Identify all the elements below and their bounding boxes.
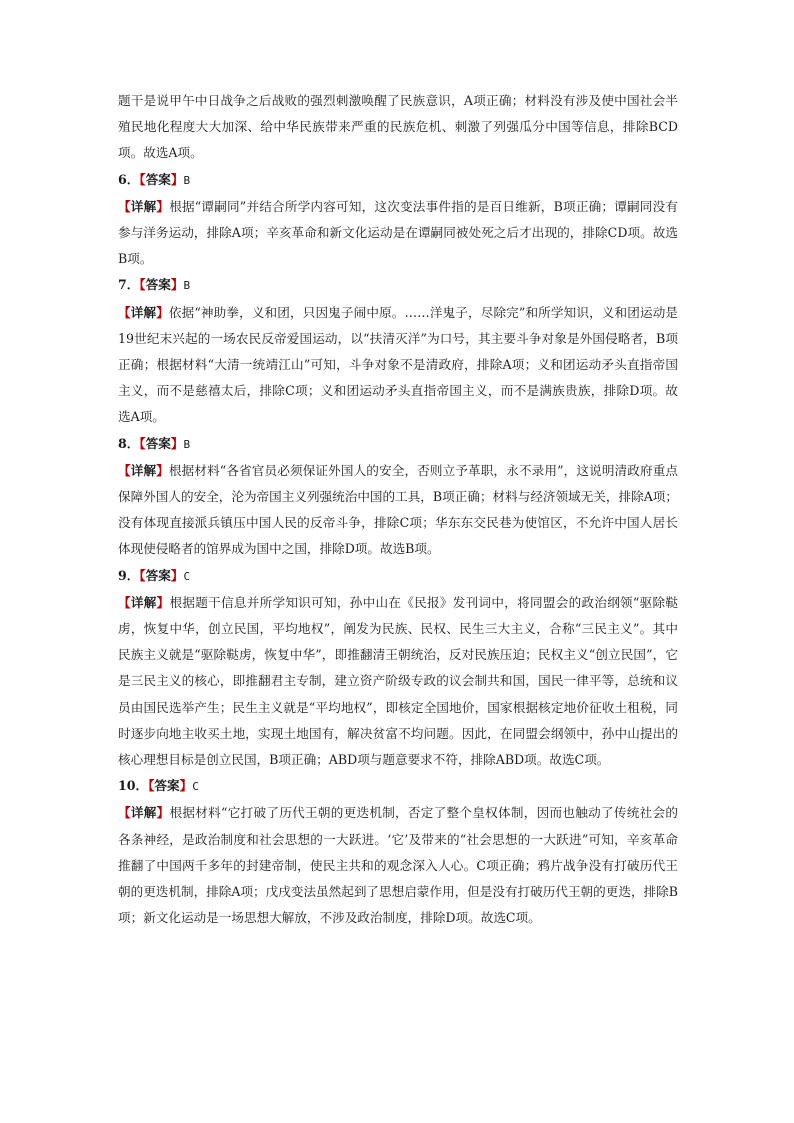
answer-line-10 [118,773,678,800]
open-bracket: 【 [139,171,146,187]
close-bracket: 】 [170,277,184,293]
close-bracket: 】 [156,304,169,320]
open-bracket: 【 [148,778,155,794]
open-bracket: 【 [118,594,131,610]
close-bracket: 】 [170,171,184,187]
detail-text: 依据“神助拳，义和团，只因鬼子闹中原。……洋鬼子，尽除完”和所学知识，义和团运动是19世纪末兴起的一场农民反帝爱国运动，以“扶清灭洋”为口号，其主要斗争对象是外国侵略者，B项正确；根据材料“大清一统靖江山”可知，斗争对象不是清政府，排除A项；义和团运动矛头直指帝国主义，而不是慈禧太后，排除C项；义和团运动矛头直指帝国主义，而不是满族贵族，排除D项。故选A项。 [118,304,679,425]
detail-paragraph-6 [118,194,678,273]
open-bracket: 【 [118,462,131,478]
close-bracket: 】 [170,567,184,583]
question-number: 7． [118,277,140,293]
open-bracket: 【 [139,567,146,583]
open-bracket: 【 [118,805,131,821]
detail-tag: 详解 [130,198,157,214]
question-number: 10． [118,778,149,794]
answer-tag: 答案 [154,778,180,794]
answer-line-7 [118,272,678,299]
close-bracket: 】 [179,778,193,794]
detail-paragraph-8 [118,458,678,563]
detail-text: 根据题干信息并所学知识可知，孙中山在《民报》发刊词中，将同盟会的政治纲领“驱除鞑虏，恢复中华，创立民国，平均地权”，阐发为民族、民权、民生三大主义，合称“三民主义”。其中民族主义就是“驱除鞑虏，恢复中华”，即推翻清王朝统治，反对民族压迫；民权主义“创立民国”，它是三民主义的核心，即推翻君主专制，建立资产阶级专政的议会制共和国，国民一律平等，总统和议员由国民选举产生；民生主义就是“平均地权”，即核定全国地价，国家根据核定地价征收土租税，同时逐步向地主收买土地，实现土地国有，解决贫富不均问题。因此，在同盟会纲领中，孙中山提出的核心理想目标是创立民国，B项正确；ABD项与题意要求不符，排除ABD项。故选C项。 [118,594,678,768]
answer-value: B [183,173,191,187]
intro-paragraph: 题干是说甲午中日战争之后战败的强烈刺激唤醒了民族意识，A项正确；材料没有涉及使中国社会半殖民地化程度大大加深、给中华民族带来严重的民族危机、刺激了列强瓜分中国等信息，排除BCD项。故选A项。 [118,93,678,161]
answer-tag: 答案 [145,435,171,451]
answer-line-8 [118,431,678,458]
open-bracket: 【 [118,304,131,320]
question-number: 9． [118,567,140,583]
open-bracket: 【 [139,435,146,451]
answer-tag: 答案 [145,171,171,187]
detail-paragraph-7 [118,300,678,431]
close-bracket: 】 [156,198,170,214]
close-bracket: 】 [170,435,184,451]
answer-line-6 [118,167,678,194]
answer-tag: 答案 [145,277,171,293]
open-bracket: 【 [139,277,146,293]
close-bracket: 】 [156,594,170,610]
answer-value: C [183,569,191,583]
detail-text: 根据“谭嗣同”并结合所学内容可知，这次变法事件指的是百日维新，B项正确；谭嗣同没有参与洋务运动，排除A项；辛亥革命和新文化运动是在谭嗣同被处死之后才出现的，排除CD项。故选B项。 [118,198,678,267]
detail-paragraph-10 [118,800,678,931]
detail-paragraph-9 [118,590,678,773]
answer-line-9 [118,563,678,590]
detail-text: 根据材料“它打破了历代王朝的更迭机制，否定了整个皇权体制，因而也触动了传统社会的各条神经，是政治制度和社会思想的一大跃进。‘它’及带来的“社会思想的一大跃进”可知，辛亥革命推翻了中国两千多年的封建帝制，使民主共和的观念深入人心。C项正确；鸦片战争没有打破历代王朝的更迭机制，排除A项；戊戌变法虽然起到了思想启蒙作用，但是没有打破历代王朝的更迭，排除B项；新文化运动是一场思想大解放，不涉及政治制度，排除D项。故选C项。 [118,805,678,926]
answer-tag: 答案 [145,567,171,583]
question-number: 6． [118,171,140,187]
answer-value: C [192,780,199,794]
detail-tag: 详解 [130,594,157,610]
close-bracket: 】 [156,805,170,821]
answer-value: B [183,437,191,451]
open-bracket: 【 [118,198,131,214]
detail-tag: 详解 [130,462,157,478]
close-bracket: 】 [156,462,169,478]
detail-text: 根据材料“各省官员必须保证外国人的安全，否则立予革职，永不录用”，这说明清政府重点保障外国人的安全，沦为帝国主义列强统治中国的工具，B项正确；材料与经济领域无关，排除A项；没有体现直接派兵镇压中国人民的反帝斗争，排除C项；华东东交民巷为使馆区，不允许中国人居长体现使侵略者的馆界成为国中之国，排除D项。故选B项。 [118,462,679,557]
answer-explanations [118,88,678,932]
detail-tag: 详解 [130,304,157,320]
detail-tag: 详解 [130,805,157,821]
answer-value: B [183,279,191,293]
question-number: 8． [118,435,140,451]
